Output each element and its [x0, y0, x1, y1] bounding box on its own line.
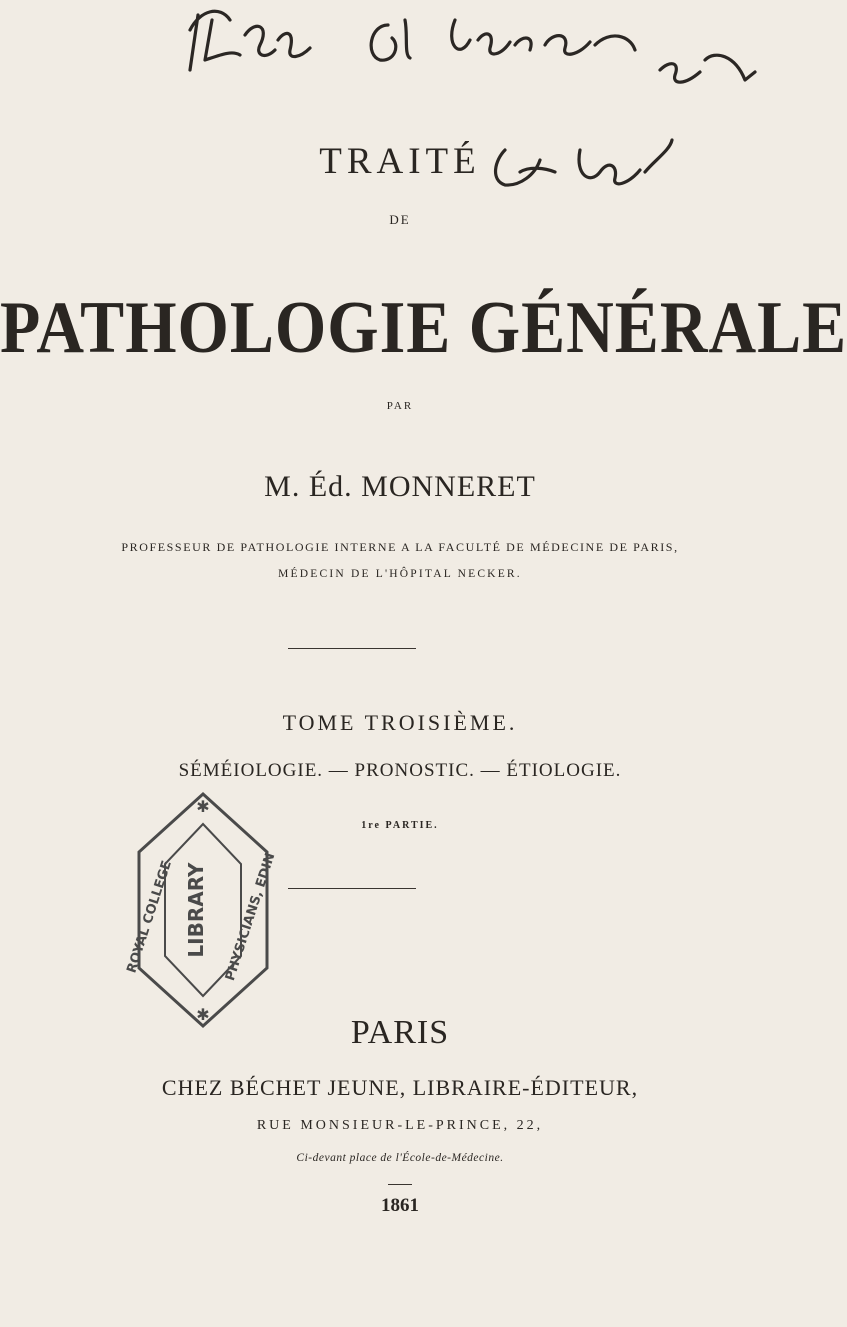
author-role-secondary: MÉDECIN DE L'HÔPITAL NECKER. [278, 568, 522, 580]
divider-rule [288, 648, 416, 649]
svg-text:✱: ✱ [196, 799, 210, 816]
subjects-line: SÉMÉIOLOGIE. — PRONOSTIC. — ÉTIOLOGIE. [178, 760, 622, 781]
publication-year: 1861 [381, 1195, 419, 1216]
city-label: PARIS [350, 1014, 450, 1051]
par-label: PAR [386, 400, 414, 412]
svg-text:ROYAL COLLEGE: ROYAL COLLEGE [124, 858, 175, 975]
svg-text:PHYSICIANS, EDIN: PHYSICIANS, EDIN [222, 851, 279, 983]
address-note: Ci-devant place de l'École-de-Médecine. [296, 1152, 504, 1164]
handwritten-inscription [160, 0, 800, 240]
svg-text:LIBRARY: LIBRARY [184, 862, 208, 958]
library-stamp [124, 790, 279, 1030]
divider-rule-short [388, 1184, 412, 1185]
publisher-line: CHEZ BÉCHET JEUNE, LIBRAIRE-ÉDITEUR, [161, 1075, 639, 1100]
volume-label: TOME TROISIÈME. [282, 710, 518, 735]
address-line: RUE MONSIEUR-LE-PRINCE, 22, [256, 1118, 544, 1133]
author-role: PROFESSEUR DE PATHOLOGIE INTERNE A LA FACULTÉ DE MÉDECINE DE PARIS, [121, 540, 679, 554]
author-name: M. Éd. MONNERET [264, 470, 536, 503]
svg-text:✱: ✱ [196, 1007, 210, 1024]
title-traite: TRAITÉ [319, 141, 481, 182]
main-title: PATHOLOGIE GÉNÉRALE [0, 287, 847, 369]
divider-rule [288, 888, 416, 889]
part-label: 1re PARTIE. [361, 820, 439, 831]
title-de: DE [389, 212, 411, 227]
